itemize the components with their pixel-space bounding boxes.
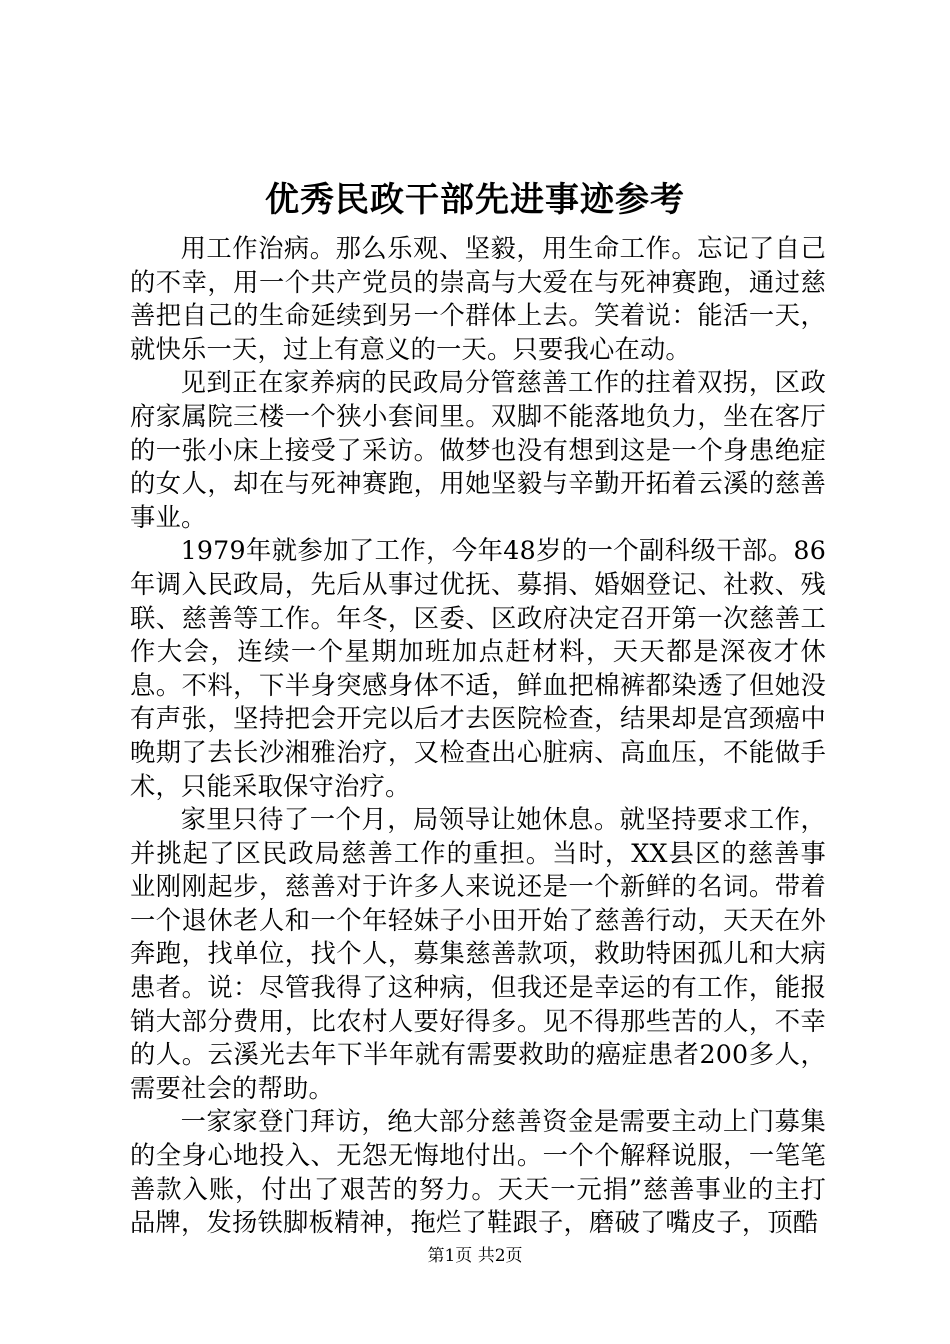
paragraph-5: 一家家登门拜访，绝大部分慈善资金是需要主动上门募集的全身心地投入、无怨无悔地付出。一个个解释说服，一笔笔善款入账，付出了艰苦的努力。天天一元捐”慈善事业的主打品牌，发扬铁脚板精神，拖烂了鞋跟子，磨破了嘴皮子，顶酷 — [130, 1107, 826, 1238]
paragraph-4: 家里只待了一个月，局领导让她休息。就坚持要求工作，并挑起了区民政局慈善工作的重担。当时，XX县区的慈善事业刚刚起步，慈善对于许多人来说还是一个新鲜的名词。带着一个退休老人和一个年轻妹子小田开始了慈善行动，天天在外奔跑，找单位，找个人，募集慈善款项，救助特困孤儿和大病患者。说：尽管我得了这种病，但我还是幸运的有工作，能报销大部分费用，比农村人要好得多。见不得那些苦的人，不幸的人。云溪光去年下半年就有需要救助的癌症患者200多人，需要社会的帮助。 — [130, 805, 826, 1103]
document-body — [130, 232, 826, 1240]
page-number-footer: 第1页 共2页 — [427, 1246, 523, 1266]
paragraph-3: 1979年就参加了工作，今年48岁的一个副科级干部。86年调入民政局，先后从事过优抚、募捐、婚姻登记、社救、残联、慈善等工作。年冬，区委、区政府决定召开第一次慈善工作大会，连续一个星期加班加点赶材料，天天都是深夜才休息。不料，下半身突感身体不适，鲜血把棉裤都染透了但她没有声张，坚持把会开完以后才去医院检查，结果却是宫颈癌中晚期了去长沙湘雅治疗，又检查出心脏病、高血压，不能做手术，只能采取保守治疗。 — [130, 536, 826, 801]
paragraph-2: 见到正在家养病的民政局分管慈善工作的拄着双拐，区政府家属院三楼一个狭小套间里。双脚不能落地负力，坐在客厅的一张小床上接受了采访。做梦也没有想到这是一个身患绝症的女人，却在与死神赛跑，用她坚毅与辛勤开拓着云溪的慈善事业。 — [130, 368, 826, 532]
paragraph-1: 用工作治病。那么乐观、坚毅，用生命工作。忘记了自己的不幸，用一个共产党员的崇高与大爱在与死神赛跑，通过慈善把自己的生命延续到另一个群体上去。笑着说：能活一天，就快乐一天，过上有意义的一天。只要我心在动。 — [130, 234, 826, 364]
document-title: 优秀民政干部先进事迹参考 — [265, 180, 685, 220]
